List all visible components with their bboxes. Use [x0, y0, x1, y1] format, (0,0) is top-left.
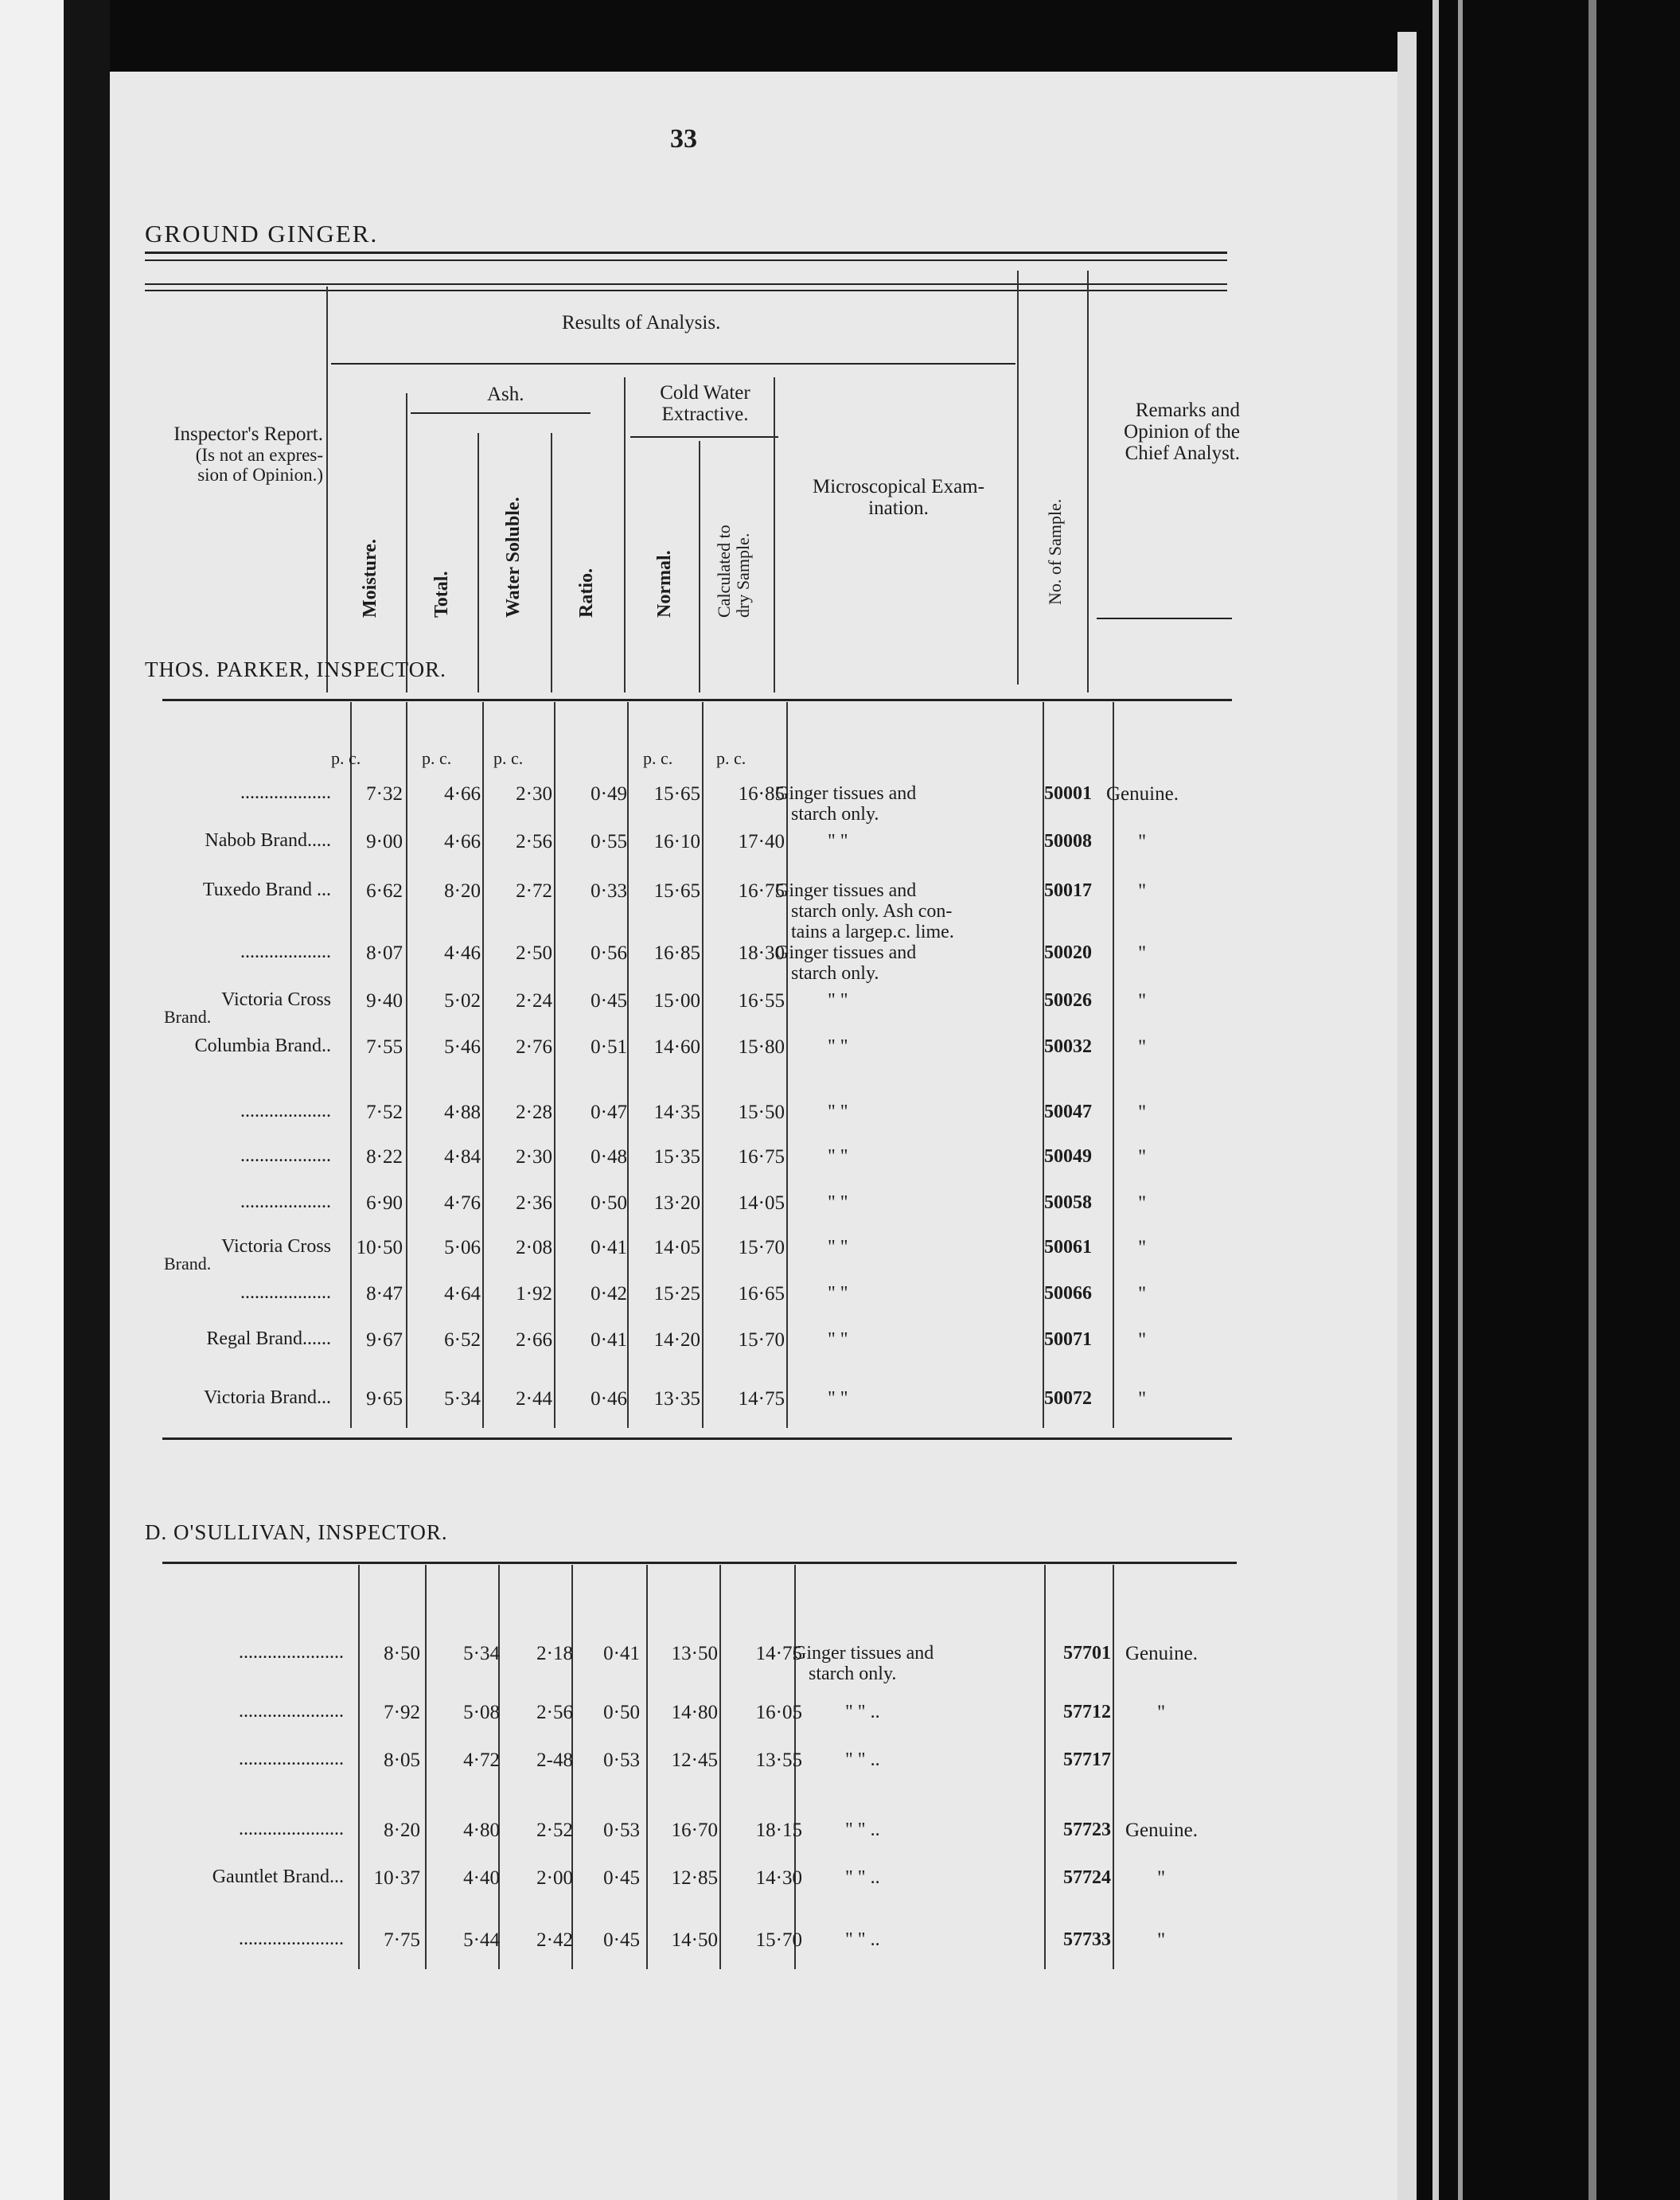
inspector-name: D. O'SULLIVAN, INSPECTOR.: [145, 1520, 448, 1544]
sample-number: 57712: [1063, 1702, 1111, 1722]
moisture-value: 7·75: [384, 1929, 420, 1951]
column-rule: [425, 1565, 427, 1969]
ratio-value: 0·45: [591, 990, 627, 1012]
ratio-value: 0·50: [603, 1702, 640, 1723]
ash-total-value: 4·66: [444, 831, 481, 852]
sample-number: 57717: [1063, 1749, 1111, 1770]
extractive-normal-value: 14·50: [671, 1929, 718, 1951]
rule: [145, 283, 1227, 285]
remark-text: ": [1138, 1237, 1147, 1258]
sample-number: 50071: [1044, 1329, 1092, 1350]
row-label: Regal Brand......: [206, 1328, 331, 1349]
ratio-value: 0·56: [591, 942, 627, 964]
microscopical-text: " " ..: [845, 1749, 880, 1770]
sample-number: 50008: [1044, 831, 1092, 852]
ratio-value: 0·49: [591, 783, 627, 805]
sample-number: 50026: [1044, 990, 1092, 1011]
extractive-dry-value: 13·55: [755, 1749, 802, 1771]
extractive-normal-value: 15·35: [653, 1146, 700, 1168]
ash-total-value: 5·08: [463, 1702, 500, 1723]
moisture-value: 8·07: [366, 942, 403, 964]
sample-number: 57701: [1063, 1643, 1111, 1664]
ash-total-value: 4·46: [444, 942, 481, 964]
ash-total-value: 5·46: [444, 1036, 481, 1058]
column-rule: [774, 377, 775, 692]
ratio-value: 0·48: [591, 1146, 627, 1168]
extractive-dry-value: 14·30: [755, 1867, 802, 1889]
ash-water-soluble-value: 2·50: [516, 942, 552, 964]
row-label: ......................: [239, 1929, 344, 1949]
extractive-normal-value: 15·00: [653, 990, 700, 1012]
rule: [162, 1562, 1237, 1564]
extractive-dry-value: 16·05: [755, 1702, 802, 1723]
sample-number: 50061: [1044, 1237, 1092, 1258]
moisture-value: 7·52: [366, 1102, 403, 1123]
extractive-normal-value: 14·60: [653, 1036, 700, 1058]
page-edge: [1397, 32, 1417, 2200]
ratio-header: Ratio.: [576, 568, 597, 618]
microscopical-text: " " ..: [845, 1867, 880, 1888]
ash-total-value: 5·44: [463, 1929, 500, 1951]
water-soluble-header: Water Soluble.: [503, 497, 524, 618]
remark-text: ": [1138, 942, 1147, 964]
microscopical-text: Ginger tissues and: [775, 880, 917, 901]
extractive-normal-value: 16·10: [653, 831, 700, 852]
remark-text: ": [1138, 831, 1147, 852]
remark-text: ": [1138, 1283, 1147, 1305]
inspector-report-header: [150, 423, 323, 485]
extractive-normal-value: 14·20: [653, 1329, 700, 1351]
column-rule: [786, 702, 788, 1428]
header-line: dry Sample.: [733, 532, 753, 618]
ash-total-value: 4·84: [444, 1146, 481, 1168]
ratio-value: 0·53: [603, 1820, 640, 1841]
ash-water-soluble-value: 2·28: [516, 1102, 552, 1123]
moisture-value: 8·22: [366, 1146, 403, 1168]
inspector-name: THOS. PARKER, INSPECTOR.: [145, 657, 446, 681]
document-page: [110, 72, 1397, 2200]
extractive-normal-value: 12·45: [671, 1749, 718, 1771]
ash-water-soluble-value: 2·24: [516, 990, 552, 1012]
extractive-dry-value: 15·70: [738, 1329, 785, 1351]
row-label: ...................: [240, 782, 331, 803]
ash-total-value: 4·88: [444, 1102, 481, 1123]
ash-water-soluble-value: 2·08: [516, 1237, 552, 1258]
scan-left-margin: [0, 0, 64, 2200]
extractive-normal-value: 14·35: [653, 1102, 700, 1123]
extractive-dry-value: 16·55: [738, 990, 785, 1012]
microscopical-text: " ": [828, 1036, 848, 1057]
ash-total-value: 4·66: [444, 783, 481, 805]
moisture-value: 8·50: [384, 1643, 420, 1664]
extractive-normal-value: 16·85: [653, 942, 700, 964]
unit-label: p. c.: [331, 748, 361, 768]
extractive-normal-value: 15·25: [653, 1283, 700, 1305]
moisture-value: 7·32: [366, 783, 403, 805]
extractive-normal-value: 14·80: [671, 1702, 718, 1723]
page-stack-edge: [1458, 0, 1463, 2200]
extractive-dry-value: 14·05: [738, 1192, 785, 1214]
ratio-value: 0·33: [591, 880, 627, 902]
row-label: Brand.: [164, 1007, 212, 1027]
microscopical-text: Ginger tissues and: [775, 783, 917, 804]
row-label: Brand.: [164, 1254, 212, 1274]
row-label: Gauntlet Brand...: [212, 1866, 344, 1887]
rule: [145, 252, 1227, 254]
page-number: 33: [670, 124, 697, 154]
header-line: ination.: [868, 497, 929, 519]
extractive-dry-value: 14·75: [738, 1388, 785, 1410]
remark-text: ": [1138, 1146, 1147, 1168]
microscopical-text: " ": [828, 1283, 848, 1304]
column-rule: [1017, 271, 1019, 685]
microscopical-text: tains a largep.c. lime.: [791, 922, 954, 942]
column-rule: [624, 377, 626, 692]
remark-text: ": [1138, 1329, 1147, 1351]
ash-water-soluble-value: 2·30: [516, 783, 552, 805]
extractive-dry-value: 14·75: [755, 1643, 802, 1664]
row-label: Columbia Brand..: [194, 1036, 331, 1056]
sample-no-header: No. of Sample.: [1045, 498, 1065, 605]
ash-water-soluble-value: 2·44: [516, 1388, 552, 1410]
normal-header: Normal.: [654, 550, 675, 618]
row-label: ...................: [240, 1145, 331, 1166]
microscopical-text: starch only. Ash con-: [791, 901, 953, 922]
microscopical-header: [785, 476, 1012, 519]
cold-water-header: [633, 382, 777, 425]
header-line: (Is not an expres-: [195, 445, 323, 465]
remark-text: Genuine.: [1106, 783, 1179, 805]
ash-total-value: 4·80: [463, 1820, 500, 1841]
sample-number: 50001: [1044, 783, 1092, 804]
row-label: ...................: [240, 1282, 331, 1303]
sample-number: 50049: [1044, 1146, 1092, 1167]
column-rule: [1113, 1565, 1114, 1969]
extractive-dry-value: 15·70: [755, 1929, 802, 1951]
remarks-header: [1092, 400, 1240, 464]
ash-total-value: 4·72: [463, 1749, 500, 1771]
remark-text: Genuine.: [1125, 1820, 1198, 1841]
ratio-value: 0·51: [591, 1036, 627, 1058]
sample-number: 57723: [1063, 1820, 1111, 1840]
column-rule: [551, 433, 552, 692]
moisture-value: 8·47: [366, 1283, 403, 1305]
column-rule: [477, 433, 479, 692]
ratio-value: 0·41: [591, 1329, 627, 1351]
remark-text: ": [1138, 880, 1147, 902]
page-stack-edge: [1588, 0, 1596, 2200]
unit-label: p. c.: [643, 748, 673, 768]
page-stack-edge: [1432, 0, 1439, 2200]
ash-water-soluble-value: 2·36: [516, 1192, 552, 1214]
extractive-dry-value: 17·40: [738, 831, 785, 852]
microscopical-text: Ginger tissues and: [793, 1643, 934, 1664]
column-rule: [646, 1565, 648, 1969]
moisture-value: 10·50: [356, 1237, 403, 1258]
rule: [630, 436, 778, 438]
ash-total-value: 4·40: [463, 1867, 500, 1889]
rule: [145, 290, 1227, 291]
ash-total-value: 6·52: [444, 1329, 481, 1351]
ash-water-soluble-value: 2·00: [536, 1867, 573, 1889]
remark-text: ": [1157, 1702, 1166, 1723]
header-line: Remarks and: [1135, 400, 1240, 421]
ash-total-value: 8·20: [444, 880, 481, 902]
sample-number: 50017: [1044, 880, 1092, 901]
column-rule: [627, 702, 629, 1428]
remark-text: ": [1138, 1036, 1147, 1058]
ash-water-soluble-value: 2·72: [516, 880, 552, 902]
remark-text: ": [1157, 1929, 1166, 1951]
microscopical-text: " ": [828, 1237, 848, 1258]
ratio-value: 0·42: [591, 1283, 627, 1305]
extractive-normal-value: 16·70: [671, 1820, 718, 1841]
ash-water-soluble-value: 2·56: [536, 1702, 573, 1723]
moisture-value: 7·92: [384, 1702, 420, 1723]
extractive-normal-value: 13·20: [653, 1192, 700, 1214]
column-rule: [1043, 702, 1044, 1428]
moisture-value: 9·65: [366, 1388, 403, 1410]
column-rule: [554, 702, 555, 1428]
microscopical-text: " ": [828, 831, 848, 852]
column-rule: [719, 1565, 721, 1969]
ash-water-soluble-value: 2·18: [536, 1643, 573, 1664]
rule: [411, 412, 591, 414]
extractive-normal-value: 13·50: [671, 1643, 718, 1664]
column-rule: [406, 702, 407, 1428]
ash-water-soluble-value: 1·92: [516, 1283, 552, 1305]
sample-number: 50020: [1044, 942, 1092, 963]
header-line: Extractive.: [661, 404, 749, 425]
moisture-value: 8·20: [384, 1820, 420, 1841]
moisture-value: 9·00: [366, 831, 403, 852]
microscopical-text: starch only.: [809, 1664, 897, 1684]
unit-label: p. c.: [716, 748, 746, 768]
row-label: ...................: [240, 1101, 331, 1121]
ash-total-value: 5·02: [444, 990, 481, 1012]
ratio-value: 0·45: [603, 1867, 640, 1889]
remark-text: ": [1157, 1867, 1166, 1889]
microscopical-text: " ": [828, 990, 848, 1011]
ash-water-soluble-value: 2·42: [536, 1929, 573, 1951]
row-label: Victoria Brand...: [204, 1387, 331, 1408]
extractive-dry-value: 15·80: [738, 1036, 785, 1058]
remark-text: ": [1138, 990, 1147, 1012]
column-rule: [350, 702, 352, 1428]
rule: [1097, 618, 1232, 619]
microscopical-text: " ": [828, 1146, 848, 1167]
row-label: ...................: [240, 942, 331, 962]
sample-number: 57724: [1063, 1867, 1111, 1888]
ash-header: Ash.: [487, 384, 524, 405]
extractive-normal-value: 13·35: [653, 1388, 700, 1410]
extractive-dry-value: 15·50: [738, 1102, 785, 1123]
ash-total-value: 5·34: [463, 1643, 500, 1664]
row-label: Nabob Brand.....: [205, 830, 331, 851]
ash-water-soluble-value: 2·66: [516, 1329, 552, 1351]
column-rule: [358, 1565, 360, 1969]
extractive-dry-value: 16·65: [738, 1283, 785, 1305]
column-rule: [482, 702, 484, 1428]
sample-number: 50058: [1044, 1192, 1092, 1213]
microscopical-text: starch only.: [791, 963, 879, 984]
moisture-value: 6·90: [366, 1192, 403, 1214]
extractive-dry-value: 16·85: [738, 783, 785, 805]
row-label: ......................: [239, 1642, 344, 1663]
ratio-value: 0·53: [603, 1749, 640, 1771]
header-line: Cold Water: [660, 382, 750, 404]
extractive-normal-value: 14·05: [653, 1237, 700, 1258]
ratio-value: 0·47: [591, 1102, 627, 1123]
ratio-value: 0·46: [591, 1388, 627, 1410]
moisture-value: 9·40: [366, 990, 403, 1012]
ratio-value: 0·55: [591, 831, 627, 852]
microscopical-text: " ": [828, 1388, 848, 1409]
remark-text: ": [1138, 1388, 1147, 1410]
rule: [331, 363, 1015, 365]
ratio-value: 0·50: [591, 1192, 627, 1214]
extractive-dry-value: 16·75: [738, 1146, 785, 1168]
ash-water-soluble-value: 2·76: [516, 1036, 552, 1058]
extractive-normal-value: 15·65: [653, 783, 700, 805]
microscopical-text: " ": [828, 1192, 848, 1213]
microscopical-text: starch only.: [791, 804, 879, 825]
row-label: Victoria Cross: [221, 1236, 331, 1257]
sample-number: 50066: [1044, 1283, 1092, 1304]
total-header: Total.: [431, 571, 452, 618]
page-title: GROUND GINGER.: [145, 220, 379, 248]
header-line: Inspector's Report.: [173, 423, 323, 445]
microscopical-text: " ": [828, 1102, 848, 1122]
rule: [162, 1437, 1232, 1440]
sample-number: 57733: [1063, 1929, 1111, 1950]
remark-text: ": [1138, 1192, 1147, 1214]
extractive-normal-value: 15·65: [653, 880, 700, 902]
header-line: Chief Analyst.: [1125, 443, 1240, 464]
header-line: Opinion of the: [1124, 421, 1240, 443]
extractive-dry-value: 15·70: [738, 1237, 785, 1258]
calculated-header: [715, 525, 753, 618]
column-rule: [326, 287, 328, 692]
ratio-value: 0·45: [603, 1929, 640, 1951]
extractive-dry-value: 16·75: [738, 880, 785, 902]
ash-water-soluble-value: 2·56: [516, 831, 552, 852]
microscopical-text: " " ..: [845, 1702, 880, 1722]
ash-total-value: 4·76: [444, 1192, 481, 1214]
remark-text: Genuine.: [1125, 1643, 1198, 1664]
row-label: ......................: [239, 1819, 344, 1839]
ash-total-value: 4·64: [444, 1283, 481, 1305]
sample-number: 50047: [1044, 1102, 1092, 1122]
remark-text: ": [1138, 1102, 1147, 1123]
header-line: Microscopical Exam-: [813, 476, 984, 497]
microscopical-text: " ": [828, 1329, 848, 1350]
unit-label: p. c.: [493, 748, 524, 768]
column-rule: [699, 441, 700, 692]
row-label: ...................: [240, 1192, 331, 1212]
header-line: Calculated to: [714, 525, 734, 618]
extractive-dry-value: 18·30: [738, 942, 785, 964]
moisture-value: 6·62: [366, 880, 403, 902]
ratio-value: 0·41: [591, 1237, 627, 1258]
column-rule: [406, 393, 407, 692]
unit-label: p. c.: [422, 748, 452, 768]
moisture-value: 9·67: [366, 1329, 403, 1351]
ash-water-soluble-value: 2-48: [536, 1749, 573, 1771]
sample-number: 50032: [1044, 1036, 1092, 1057]
microscopical-text: " " ..: [845, 1929, 880, 1950]
row-label: ......................: [239, 1749, 344, 1769]
moisture-value: 7·55: [366, 1036, 403, 1058]
ash-water-soluble-value: 2·30: [516, 1146, 552, 1168]
row-label: ......................: [239, 1701, 344, 1722]
ash-total-value: 5·06: [444, 1237, 481, 1258]
column-rule: [702, 702, 704, 1428]
results-header: Results of Analysis.: [562, 312, 721, 334]
row-label: Tuxedo Brand ...: [202, 880, 331, 900]
rule: [145, 259, 1227, 261]
moisture-value: 8·05: [384, 1749, 420, 1771]
column-rule: [1113, 702, 1114, 1428]
moisture-value: 10·37: [373, 1867, 420, 1889]
ash-water-soluble-value: 2·52: [536, 1820, 573, 1841]
extractive-normal-value: 12·85: [671, 1867, 718, 1889]
column-rule: [1044, 1565, 1046, 1969]
ash-total-value: 5·34: [444, 1388, 481, 1410]
ratio-value: 0·41: [603, 1643, 640, 1664]
column-rule: [1087, 271, 1089, 692]
microscopical-text: Ginger tissues and: [775, 942, 917, 963]
extractive-dry-value: 18·15: [755, 1820, 802, 1841]
sample-number: 50072: [1044, 1388, 1092, 1409]
moisture-header: Moisture.: [360, 539, 380, 618]
row-label: Victoria Cross: [221, 989, 331, 1010]
microscopical-text: " " ..: [845, 1820, 880, 1840]
rule: [162, 699, 1232, 701]
scan-gutter: [64, 0, 110, 2200]
header-line: sion of Opinion.): [197, 465, 323, 485]
